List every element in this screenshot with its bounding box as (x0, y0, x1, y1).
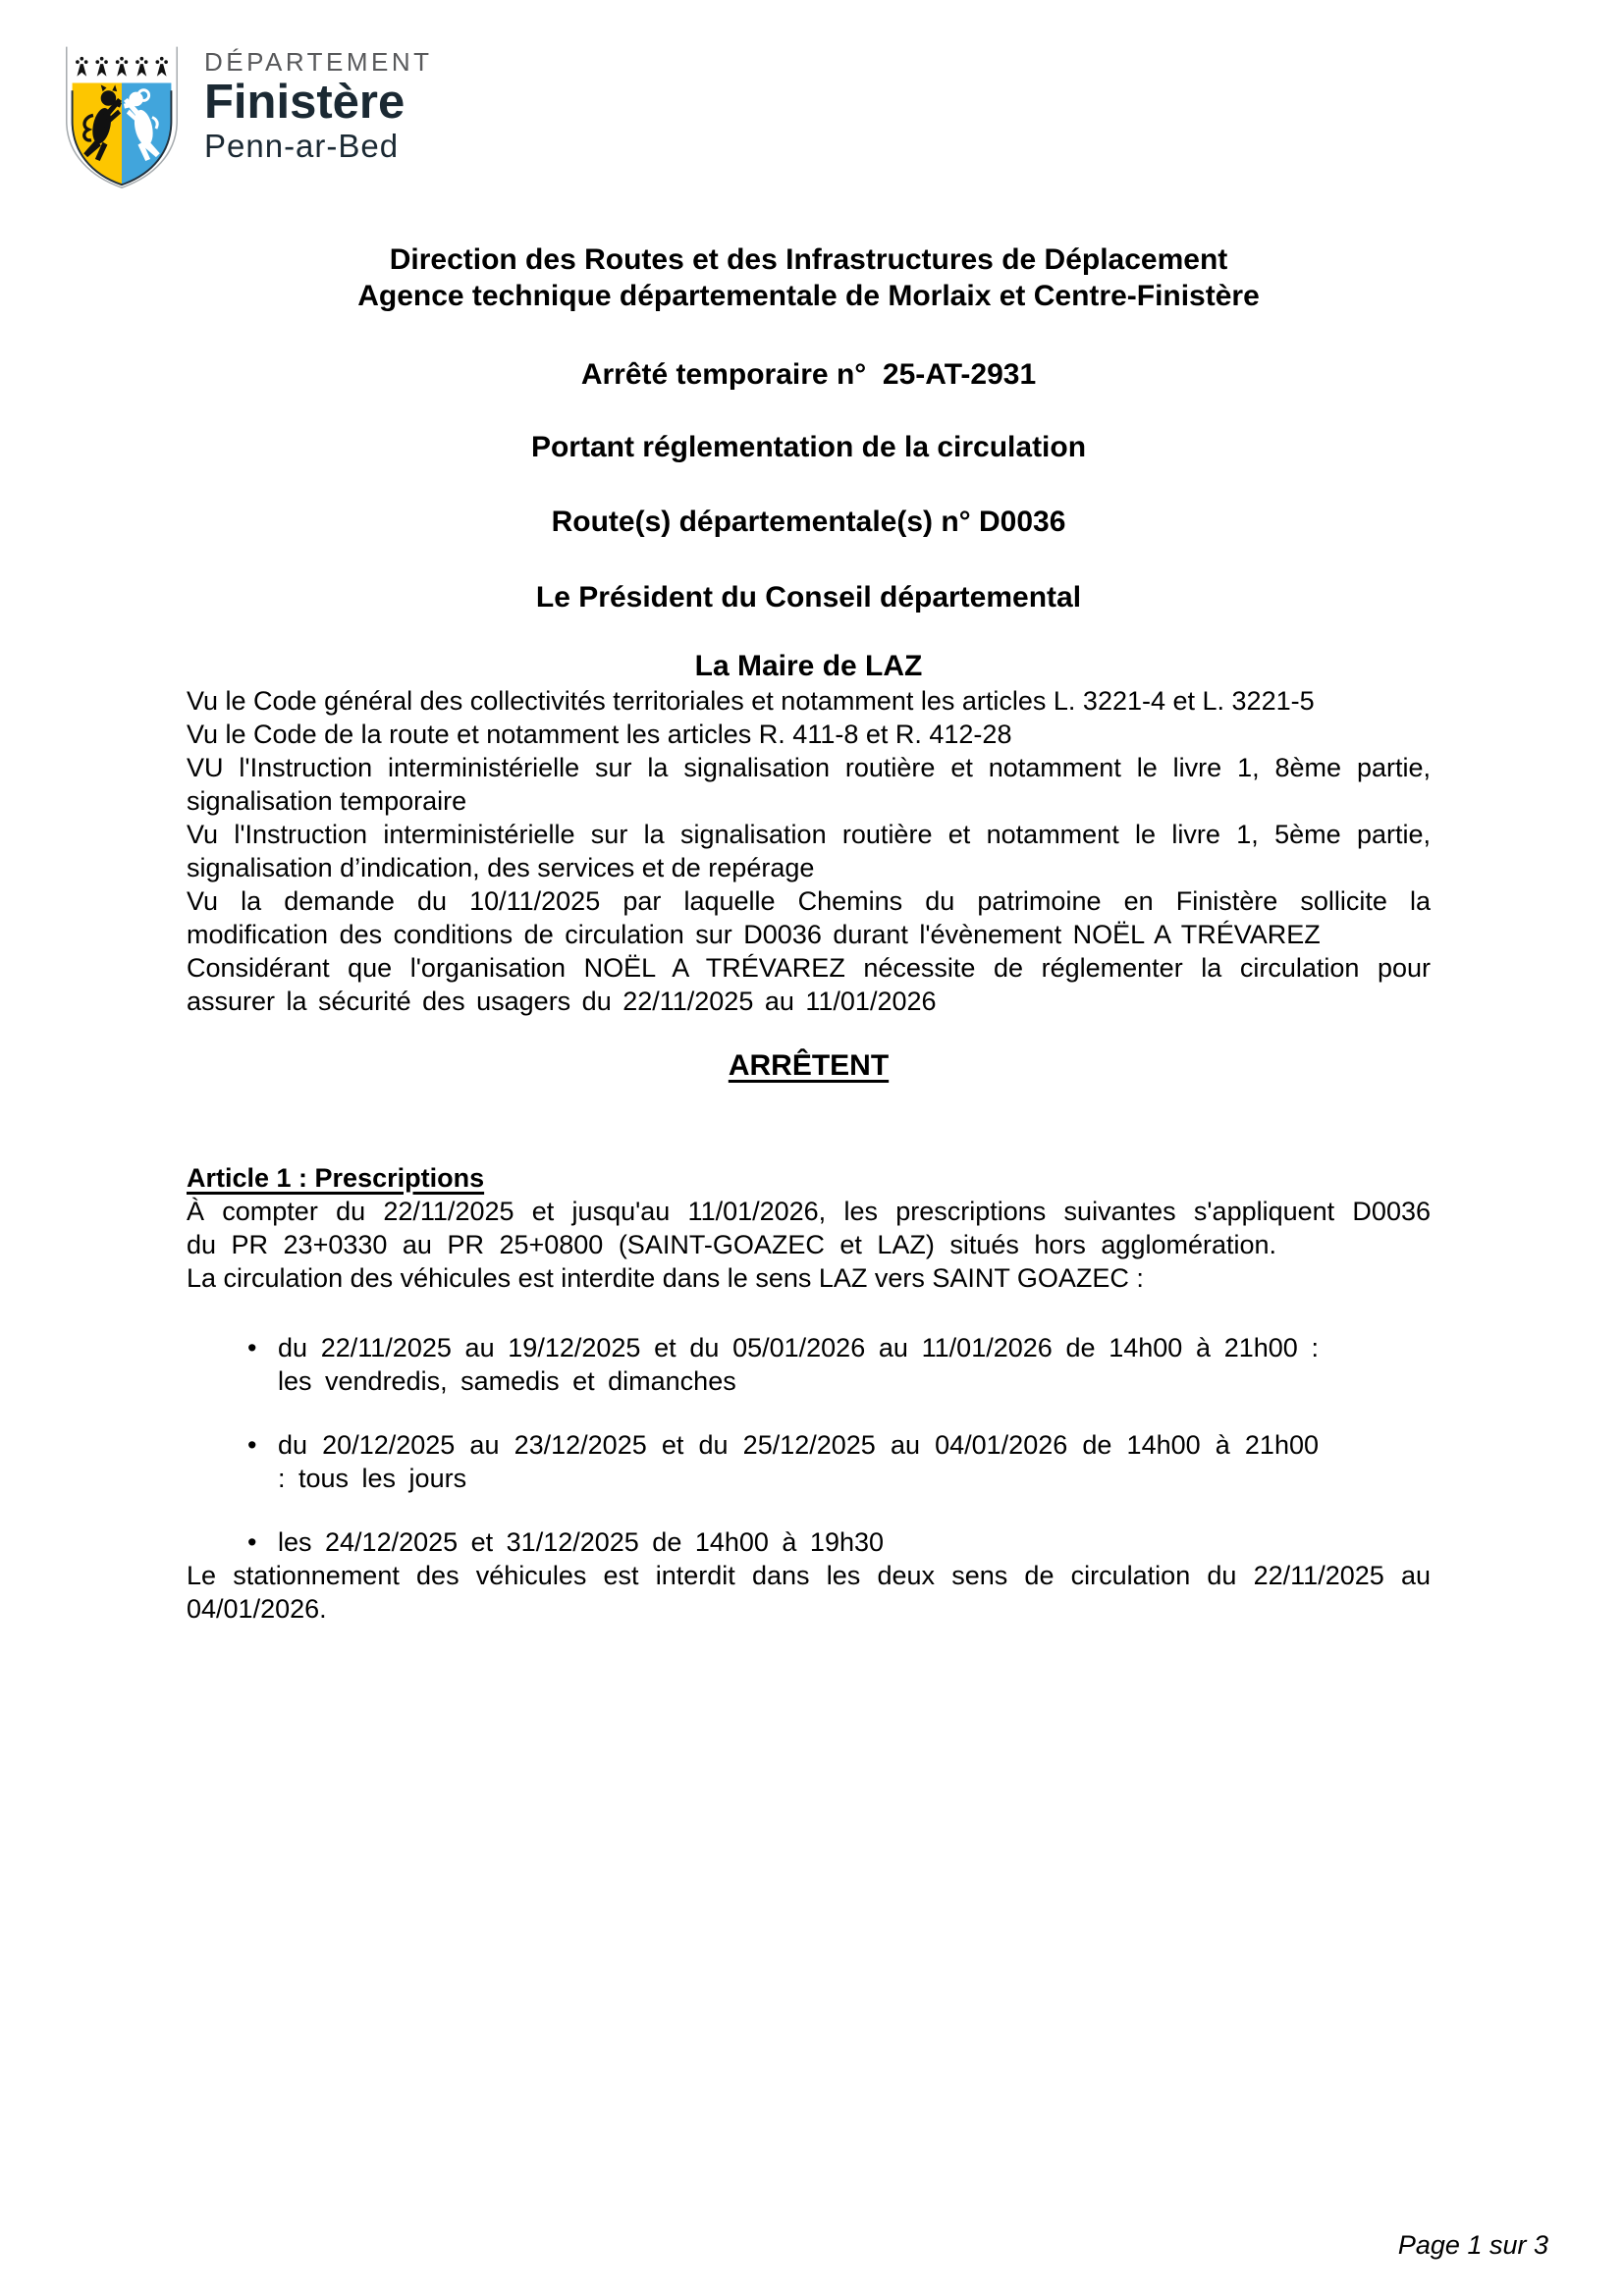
recital-paragraph: VU l'Instruction interministérielle sur la signalisation routière et notamment le livre 1, 8ème partie, signalisation temporaire (187, 753, 1431, 816)
heading-road: Route(s) départementale(s) n° D0036 (551, 506, 1066, 538)
logo-department-label: DÉPARTEMENT (204, 47, 433, 77)
recital-paragraph: Considérant que l'organisation NOËL A TRÉVAREZ nécessite de réglementer la circulation pour assurer la sécurité des usagers du 22/11/2025 au 11/01/2026 (187, 953, 1431, 1016)
document-content (187, 0, 1431, 1626)
list-item: • du 20/12/2025 au 23/12/2025 et du 25/12/2025 au 04/01/2026 de 14h00 à 21h00 : tous les jours (187, 1428, 1431, 1495)
list-item: • les 24/12/2025 et 31/12/2025 de 14h00 à 19h30 (187, 1525, 1431, 1559)
recital-paragraph: Vu l'Instruction interministérielle sur la signalisation routière et notamment le livre 1, 5ème partie, signalisation d’indication, des services et de repérage (187, 820, 1431, 882)
heading-agence: Agence technique départementale de Morlaix et Centre-Finistère (357, 280, 1260, 312)
page-number: Page 1 sur 3 (1397, 2230, 1548, 2260)
restriction-period-list (187, 1331, 1431, 1559)
decision-heading: ARRÊTENT (728, 1049, 890, 1082)
recital-paragraph: Vu le Code de la route et notamment les articles R. 411-8 et R. 412-28 (187, 720, 1012, 749)
heading-direction: Direction des Routes et des Infrastructures de Déplacement (389, 243, 1228, 276)
logo-department-name: Finistère (204, 76, 406, 129)
logo-breton-name: Penn-ar-Bed (204, 127, 400, 164)
article-1-intro: À compter du 22/11/2025 et jusqu'au 11/01/2026, les prescriptions suivantes s'appliquent D0036 du PR 23+0330 au PR 25+0800 (SAINT-GOAZEC et LAZ) situés hors agglomération. (187, 1197, 1431, 1259)
heading-authority-president: Le Président du Conseil départemental (535, 581, 1082, 614)
recital-paragraph: Vu le Code général des collectivités territoriales et notamment les articles L. 3221-4 et L. 3221-5 (187, 686, 1315, 716)
recital-paragraph: Vu la demande du 10/11/2025 par laquelle Chemins du patrimoine en Finistère sollicite la modification des conditions de circulation sur D0036 durant l'évènement NOËL A TRÉVAREZ (187, 886, 1431, 949)
article-1-title: Article 1 : Prescriptions (187, 1163, 485, 1193)
heading-subject: Portant réglementation de la circulation (530, 431, 1087, 463)
finistere-coat-of-arms-icon (55, 35, 189, 191)
heading-decree-number: Arrêté temporaire n° 25-AT-2931 (580, 358, 1037, 391)
list-item: • du 22/11/2025 au 19/12/2025 et du 05/01/2026 au 11/01/2026 de 14h00 à 21h00 : les vendredis, samedis et dimanches (187, 1331, 1431, 1398)
parking-rule-paragraph: Le stationnement des véhicules est interdit dans les deux sens de circulation du 22/11/2025 au 04/01/2026. (187, 1561, 1431, 1624)
traffic-rule-paragraph: La circulation des véhicules est interdite dans le sens LAZ vers SAINT GOAZEC : (187, 1263, 1144, 1293)
heading-authority-mayor: La Maire de LAZ (694, 650, 923, 682)
